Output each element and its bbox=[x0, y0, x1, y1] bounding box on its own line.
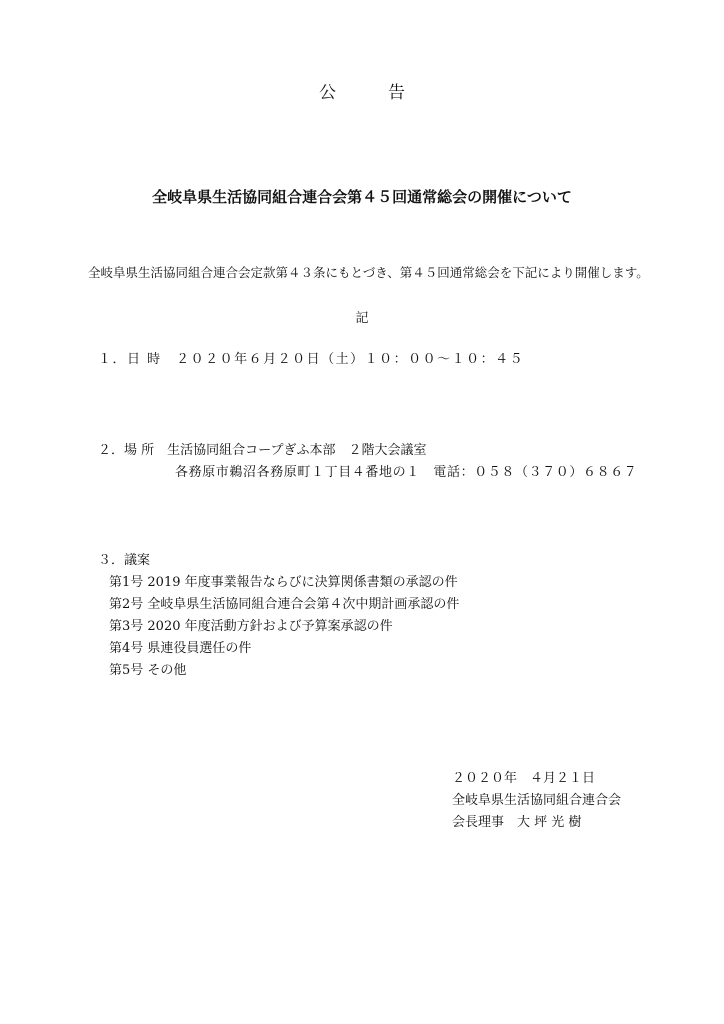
place-line-2: 各務原市鵜沼各務原町１丁目４番地の１ 電話：０５８（３７０）６８６７ bbox=[175, 465, 638, 480]
agenda-item-4: 第4号 県連役員選任の件 bbox=[109, 641, 252, 656]
agenda-item-2: 第2号 全岐阜県生活協同組合連合会第４次中期計画承認の件 bbox=[109, 597, 460, 612]
intro-text: 全岐阜県生活協同組合連合会定款第４３条にもとづき、第４５回通常総会を下記により開催します。 bbox=[88, 265, 649, 280]
agenda-item-1: 第1号 2019 年度事業報告ならびに決算関係書類の承認の件 bbox=[109, 575, 458, 590]
signature-date: ２０２０年 ４月２１日 bbox=[452, 771, 596, 786]
agenda-item-5: 第5号 その他 bbox=[109, 663, 187, 678]
agenda-heading: ３．議案 bbox=[98, 553, 151, 568]
agenda-item-3: 第3号 2020 年度活動方針および予算案承認の件 bbox=[109, 619, 393, 634]
notice-title: 公告 bbox=[319, 83, 457, 103]
notice-subtitle: 全岐阜県生活協同組合連合会第４５回通常総会の開催について bbox=[152, 188, 572, 206]
ki-label: 記 bbox=[355, 311, 369, 326]
datetime-line: １．日 時 ２０２０年６月２０日（土）１０：００〜１０：４５ bbox=[98, 352, 525, 367]
signature-name: 会長理事 大 坪 光 樹 bbox=[452, 815, 582, 830]
signature-org: 全岐阜県生活協同組合連合会 bbox=[452, 793, 622, 808]
place-line-1: ２．場 所 生活協同組合コープぎふ本部 ２階大会議室 bbox=[98, 443, 427, 458]
